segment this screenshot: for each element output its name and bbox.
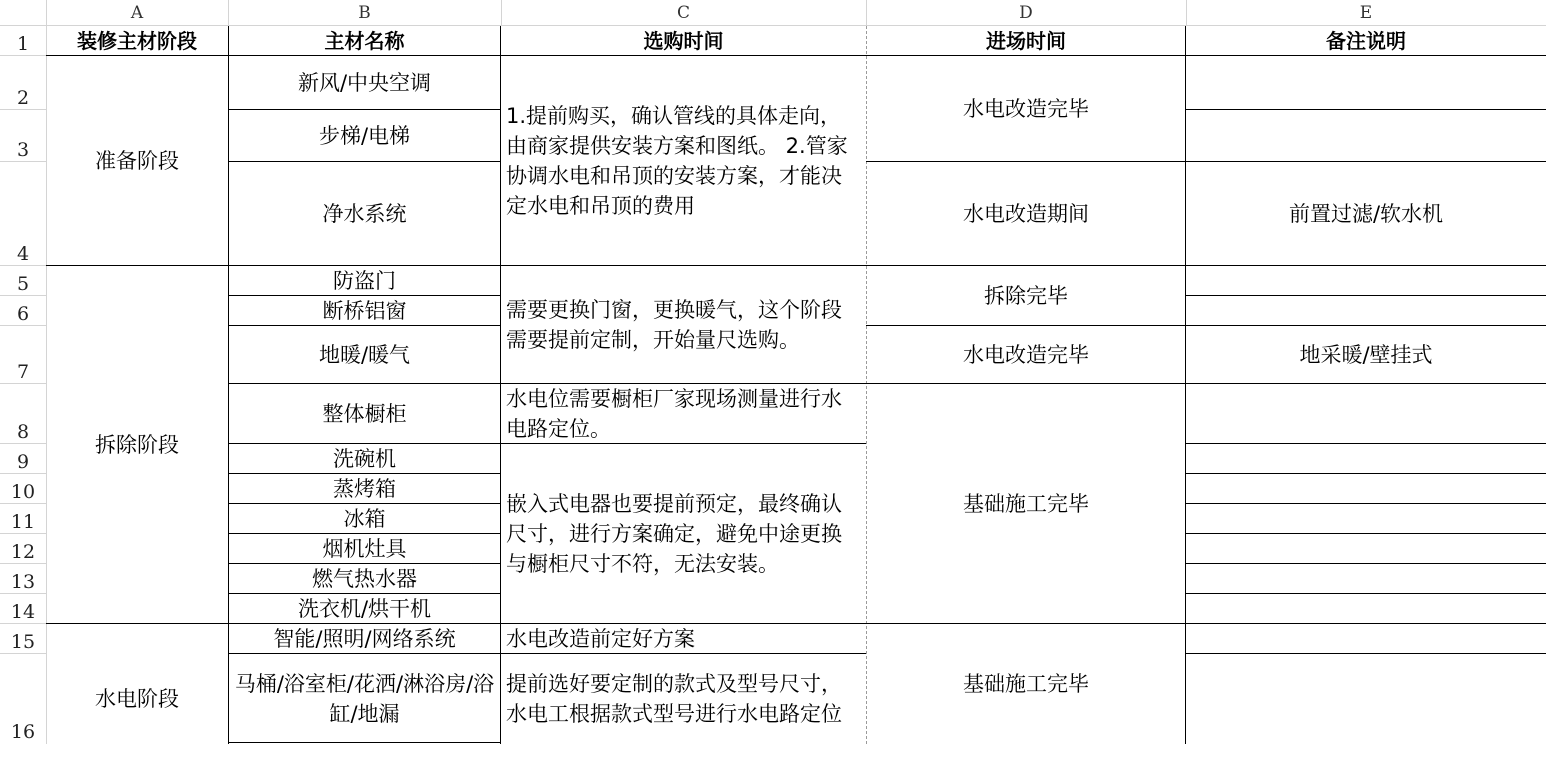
row-sep [0, 503, 46, 504]
row-sep [0, 563, 46, 564]
material-cell[interactable]: 地暖/暖气 [318, 343, 411, 367]
material-cell[interactable]: 净水系统 [322, 202, 407, 226]
header-cell-notes[interactable]: 备注说明 [1326, 29, 1406, 53]
row-header-2[interactable]: 2 [16, 87, 30, 109]
entry-time-cell[interactable]: 水电改造完毕 [963, 343, 1089, 367]
row-header-8[interactable]: 8 [16, 421, 30, 443]
material-cell[interactable]: 马桶/浴室柜/花洒/淋浴房/浴缸/地漏 [234, 672, 495, 726]
stage-cell-plumbing-electrical[interactable]: 水电阶段 [95, 687, 179, 711]
header-cell-entry-time[interactable]: 进场时间 [986, 29, 1066, 53]
row-header-13[interactable]: 13 [10, 571, 36, 593]
row-sep [0, 161, 46, 162]
column-header-e[interactable]: E [1186, 0, 1546, 26]
notes-cell[interactable]: 地采暖/壁挂式 [1299, 343, 1433, 367]
border-e [1186, 473, 1546, 474]
column-header-b[interactable]: B [228, 0, 501, 26]
purchase-time-cell[interactable]: 水电改造前定好方案 [506, 627, 695, 651]
row-sep [0, 265, 46, 266]
entry-time-cell[interactable]: 水电改造完毕 [963, 97, 1089, 121]
column-header-c[interactable]: C [501, 0, 866, 26]
purchase-time-cell[interactable]: 水电位需要橱柜厂家现场测量进行水电路定位。 [506, 387, 842, 441]
border-e [1186, 563, 1546, 564]
row-header-7[interactable]: 7 [16, 361, 30, 383]
column-header-a[interactable]: A [46, 0, 228, 26]
row-sep [0, 593, 46, 594]
row-sep [0, 623, 46, 624]
purchase-time-cell[interactable]: 提前选好要定制的款式及型号尺寸，水电工根据款式型号进行水电路定位 [506, 672, 842, 726]
header-cell-material[interactable]: 主材名称 [324, 29, 405, 53]
row-sep [0, 653, 46, 654]
border-e [1186, 503, 1546, 504]
col-divider-bc [501, 0, 502, 26]
border-e [1186, 653, 1546, 654]
entry-time-cell[interactable]: 水电改造期间 [963, 202, 1089, 226]
row-sep [0, 295, 46, 296]
border-e [1186, 533, 1546, 534]
row-header-6[interactable]: 6 [16, 303, 30, 325]
material-cell[interactable]: 断桥铝窗 [322, 299, 407, 323]
entry-time-cell[interactable]: 基础施工完毕 [963, 492, 1089, 516]
border-e [1186, 593, 1546, 594]
purchase-time-cell[interactable]: 嵌入式电器也要提前预定，最终确认尺寸，进行方案确定，避免中途更换与橱柜尺寸不符，无法安装。 [506, 492, 842, 576]
border-e [1186, 295, 1546, 296]
row-header-14[interactable]: 14 [10, 601, 36, 623]
row-sep [0, 533, 46, 534]
col-divider-ab [228, 0, 229, 26]
row-sep [0, 443, 46, 444]
border-e [1186, 109, 1546, 110]
header-cell-purchase-time[interactable]: 选购时间 [643, 29, 724, 53]
notes-cell[interactable]: 前置过滤/软水机 [1288, 202, 1444, 226]
row-sep [0, 109, 46, 110]
row-sep [0, 325, 46, 326]
row-header-15[interactable]: 15 [10, 631, 36, 653]
material-cell[interactable]: 冰箱 [343, 507, 386, 531]
stage-cell-prep[interactable]: 准备阶段 [95, 149, 179, 173]
purchase-time-cell[interactable]: 需要更换门窗，更换暖气，这个阶段需要提前定制，开始量尺选购。 [506, 298, 842, 352]
col-divider-cd [866, 0, 867, 26]
material-cell[interactable]: 新风/中央空调 [297, 71, 432, 95]
stage-cell-demolition[interactable]: 拆除阶段 [95, 433, 179, 457]
row-sep [0, 473, 46, 474]
entry-time-cell[interactable]: 拆除完毕 [984, 284, 1068, 308]
material-cell[interactable]: 蒸烤箱 [333, 477, 396, 501]
material-cell[interactable]: 燃气热水器 [312, 567, 417, 591]
row-header-11[interactable]: 11 [10, 511, 36, 533]
material-cell[interactable]: 智能/照明/网络系统 [273, 627, 456, 651]
row-sep [0, 55, 46, 56]
material-cell[interactable]: 洗碗机 [333, 447, 396, 471]
purchase-time-cell[interactable]: 1.提前购买，确认管线的具体走向，由商家提供安装方案和图纸。 2.管家协调水电和吊顶的安装方案，才能决定水电和吊顶的费用 [506, 104, 848, 218]
row-header-1[interactable]: 1 [16, 33, 30, 55]
row-header-3[interactable]: 3 [16, 139, 30, 161]
col-divider-de [1186, 0, 1187, 26]
material-cell[interactable]: 整体橱柜 [322, 402, 407, 426]
row-header-4[interactable]: 4 [16, 243, 30, 265]
header-cell-stage[interactable]: 装修主材阶段 [77, 29, 197, 53]
entry-time-cell[interactable]: 基础施工完毕 [963, 672, 1089, 696]
row-sep [0, 383, 46, 384]
row-header-16[interactable]: 16 [10, 721, 36, 743]
material-cell[interactable]: 防盗门 [333, 269, 396, 293]
row-header-9[interactable]: 9 [16, 451, 30, 473]
material-cell[interactable]: 步梯/电梯 [318, 124, 411, 148]
border-e [1186, 443, 1546, 444]
material-cell[interactable]: 洗衣机/烘干机 [297, 597, 432, 621]
material-cell[interactable]: 烟机灶具 [322, 537, 407, 561]
column-header-d[interactable]: D [866, 0, 1186, 26]
row-header-12[interactable]: 12 [10, 541, 36, 563]
row-header-10[interactable]: 10 [10, 481, 36, 503]
row-header-5[interactable]: 5 [16, 273, 30, 295]
